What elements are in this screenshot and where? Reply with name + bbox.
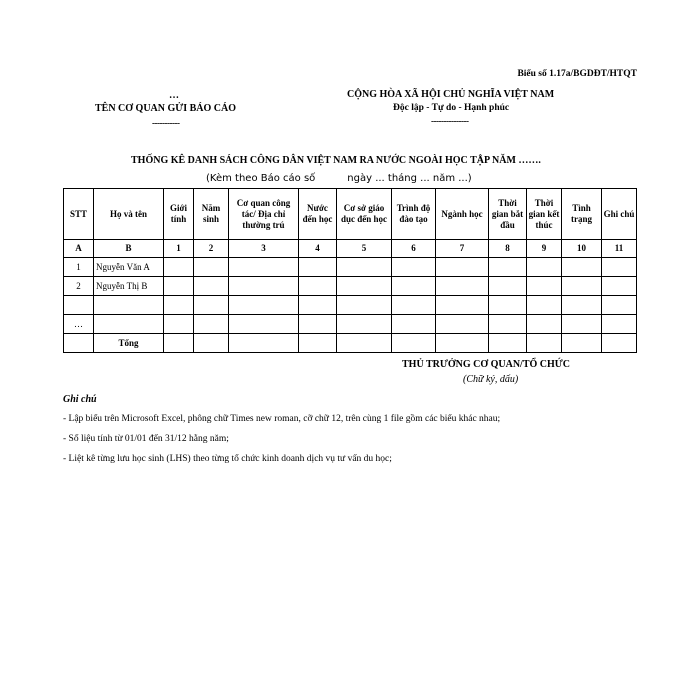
index-cell: 11 (602, 240, 637, 258)
table-cell (299, 334, 337, 353)
table-cell (436, 334, 489, 353)
attachment-suffix: ngày ... tháng ... năm ...) (347, 173, 472, 184)
attachment-line (206, 173, 472, 184)
index-cell: 8 (489, 240, 527, 258)
table-cell (337, 315, 392, 334)
table-cell (337, 334, 392, 353)
table-cell (602, 258, 637, 277)
table-cell (337, 258, 392, 277)
table-cell (562, 258, 602, 277)
table-cell (489, 277, 527, 296)
signatory-title: THỦ TRƯỞNG CƠ QUAN/TỔ CHỨC (402, 359, 570, 370)
table-cell (299, 315, 337, 334)
table-cell (602, 315, 637, 334)
table-row (64, 315, 637, 334)
table-cell (229, 258, 299, 277)
cell-name: Nguyễn Văn A (94, 258, 164, 277)
table-cell (436, 296, 489, 315)
table-cell (194, 315, 229, 334)
agency-superior-placeholder: … (169, 90, 179, 101)
table-cell (527, 258, 562, 277)
table-cell (527, 296, 562, 315)
header-cell: Tình trạng (562, 189, 602, 240)
header-cell: STT (64, 189, 94, 240)
table-cell (436, 277, 489, 296)
table-cell (602, 296, 637, 315)
notes-label: Ghi chú (63, 394, 97, 405)
header-cell: Giới tính (164, 189, 194, 240)
table-cell (392, 277, 436, 296)
table-cell (489, 258, 527, 277)
table-cell (602, 334, 637, 353)
agency-label: TÊN CƠ QUAN GỬI BÁO CÁO (95, 103, 237, 114)
table-cell (392, 296, 436, 315)
header-cell: Nước đến học (299, 189, 337, 240)
header-cell: Năm sinh (194, 189, 229, 240)
header-cell: Ghi chú (602, 189, 637, 240)
cell-stt (64, 296, 94, 315)
table-cell (164, 334, 194, 353)
table-cell (436, 315, 489, 334)
header-cell: Họ và tên (94, 189, 164, 240)
header-cell: Cơ sở giáo dục đến học (337, 189, 392, 240)
motto-underline: --------------- (431, 116, 469, 126)
table-cell (164, 296, 194, 315)
table-cell (229, 334, 299, 353)
table-cell (229, 315, 299, 334)
index-cell: 10 (562, 240, 602, 258)
header-cell: Cơ quan công tác/ Địa chỉ thường trú (229, 189, 299, 240)
table-cell (299, 277, 337, 296)
index-cell: 4 (299, 240, 337, 258)
table-cell (164, 315, 194, 334)
report-table (63, 188, 637, 353)
index-cell: A (64, 240, 94, 258)
table-row (64, 296, 637, 315)
table-cell (229, 277, 299, 296)
table-cell (436, 258, 489, 277)
agency-underline: ----------- (152, 118, 180, 128)
table-cell (562, 315, 602, 334)
note-item: - Số liệu tính từ 01/01 đến 31/12 hằng năm; (63, 434, 229, 444)
table-cell (337, 277, 392, 296)
total-row (64, 334, 637, 353)
cell-name (94, 315, 164, 334)
table-cell (164, 258, 194, 277)
table-cell (337, 296, 392, 315)
national-motto: Độc lập - Tự do - Hạnh phúc (393, 103, 510, 113)
table-cell (392, 258, 436, 277)
index-cell: 7 (436, 240, 489, 258)
note-item: - Lập biểu trên Microsoft Excel, phông chữ Times new roman, cỡ chữ 12, trên cùng 1 file gồm các biểu khác nhau; (63, 414, 501, 424)
table-cell (194, 277, 229, 296)
table-cell (602, 277, 637, 296)
table-header-row (64, 189, 637, 240)
index-cell: 1 (164, 240, 194, 258)
table-cell (392, 334, 436, 353)
cell-stt: … (64, 315, 94, 334)
note-item: - Liệt kê từng lưu học sinh (LHS) theo từng tổ chức kinh doanh dịch vụ tư vấn du học; (63, 454, 392, 464)
table-cell (194, 334, 229, 353)
table-cell (194, 258, 229, 277)
index-cell: 6 (392, 240, 436, 258)
table-cell (562, 277, 602, 296)
column-index-row (64, 240, 637, 258)
table-cell (562, 334, 602, 353)
table-cell (489, 334, 527, 353)
cell-name: Nguyễn Thị B (94, 277, 164, 296)
header-cell: Ngành học (436, 189, 489, 240)
table-cell (194, 296, 229, 315)
table-cell (489, 296, 527, 315)
total-label: Tổng (94, 334, 164, 353)
table-cell (299, 258, 337, 277)
table-cell (392, 315, 436, 334)
table-cell (562, 296, 602, 315)
republic-heading: CỘNG HÒA XÃ HỘI CHỦ NGHĨA VIỆT NAM (347, 89, 555, 100)
index-cell: 5 (337, 240, 392, 258)
table-row (64, 258, 637, 277)
cell-stt: 1 (64, 258, 94, 277)
cell-name (94, 296, 164, 315)
cell-stt: 2 (64, 277, 94, 296)
index-cell: 2 (194, 240, 229, 258)
table-cell (164, 277, 194, 296)
table-cell (489, 315, 527, 334)
index-cell: 9 (527, 240, 562, 258)
attachment-prefix: (Kèm theo Báo cáo số (206, 173, 316, 184)
table-cell (527, 334, 562, 353)
table-cell (229, 296, 299, 315)
table-cell (299, 296, 337, 315)
index-cell: 3 (229, 240, 299, 258)
table-cell (527, 277, 562, 296)
table-row (64, 277, 637, 296)
report-title: THỐNG KÊ DANH SÁCH CÔNG DÂN VIỆT NAM RA NƯỚC NGOÀI HỌC TẬP NĂM ……. (131, 155, 541, 166)
header-cell: Thời gian bắt đầu (489, 189, 527, 240)
signature-hint: (Chữ ký, dấu) (463, 374, 519, 385)
table-cell (527, 315, 562, 334)
index-cell: B (94, 240, 164, 258)
form-code: Biểu số 1.17a/BGDĐT/HTQT (517, 69, 637, 79)
header-cell: Thời gian kết thúc (527, 189, 562, 240)
header-cell: Trình độ đào tạo (392, 189, 436, 240)
table-cell (64, 334, 94, 353)
